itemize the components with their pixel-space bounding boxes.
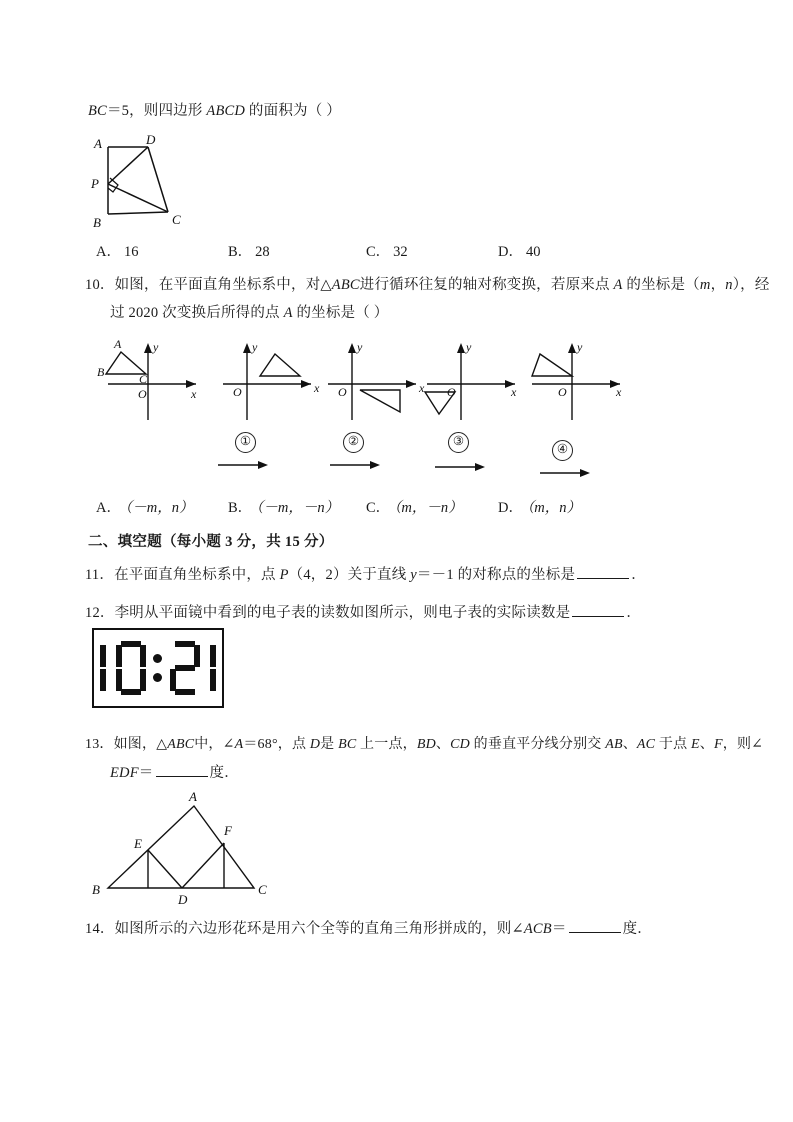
q10-arrow-2 [330, 458, 382, 472]
question-14: 14．如图所示的六边形花环是用六个全等的直角三角形拼成的，则∠ACB＝ 度． [85, 916, 652, 942]
q10-p0-label-O: O [138, 387, 147, 401]
q10-step-label-3: ③ [448, 432, 469, 453]
y-axis-arrow [243, 343, 251, 353]
q10-panel-0 [96, 332, 208, 424]
q9-stem-tail: 的面积为（ ） [245, 103, 341, 119]
q9-stem-abcd: ABCD [206, 103, 246, 119]
question-13-line1: 13．如图，△ABC中，∠A＝68°，点 D是 BC 上一点，BD、CD 的垂直平分线分别交 AB、AC 于点 E、F，则∠ [85, 737, 764, 752]
q9-label-B: B [93, 215, 101, 230]
q10-p4-label-x: x [616, 385, 622, 399]
q13-label-B: B [92, 882, 100, 897]
clock-colon [153, 641, 163, 695]
q10-triangle-1 [260, 354, 300, 376]
q10-triangle-4 [532, 354, 572, 376]
q10-arrow-4 [540, 466, 592, 480]
clock-display [94, 630, 222, 706]
q13-answer-blank[interactable] [156, 762, 208, 777]
q10-step-label-1: ① [235, 432, 256, 453]
q10-step-label-4: ④ [552, 440, 573, 461]
q10-number: 10． [85, 277, 115, 293]
y-axis-arrow [568, 343, 576, 353]
q10-option-d[interactable]: D． （m，n） [498, 500, 581, 516]
q10-p1-label-O: O [233, 385, 242, 399]
q9-stem-bc: BC [88, 103, 107, 119]
q10-p4-label-y: y [577, 340, 583, 354]
q10-panel-4 [530, 332, 642, 424]
q10-triangle-2 [360, 390, 400, 412]
clock-digit-1b [207, 641, 219, 695]
q13-figure [86, 788, 286, 906]
q11-number: 11． [85, 567, 115, 583]
clock-digit-1 [97, 641, 109, 695]
q9-stem-rest: ＝5，则四边形 [106, 103, 207, 119]
q10-option-a[interactable]: A． （－m，n） [96, 500, 194, 516]
q9-option-d[interactable]: D． 40 [498, 244, 541, 260]
question-12: 12．李明从平面镜中看到的电子表的读数如图所示，则电子表的实际读数是 ． [85, 600, 641, 626]
q10-arrow-3 [435, 460, 487, 474]
q9-option-c[interactable]: C． 32 [366, 244, 408, 260]
q10-p0-label-x: x [191, 387, 197, 401]
clock-digit-0 [116, 641, 146, 695]
q10-p0-label-B: B [97, 365, 105, 379]
q12-answer-blank[interactable] [572, 602, 624, 617]
q10-p3-label-O: O [447, 385, 456, 399]
q10-panel-1 [215, 332, 327, 424]
q13-label-A: A [189, 789, 197, 804]
y-axis-arrow [144, 343, 152, 353]
q10-p2-label-y: y [357, 340, 363, 354]
question-10-stem-line2: 过 2020 次变换后所得的点 A 的坐标是（ ） [110, 305, 389, 321]
q10-p4-label-O: O [558, 385, 567, 399]
question-13-line2: EDF＝ 度． [110, 760, 239, 786]
q12-digital-clock [92, 628, 224, 708]
q10-step-label-2: ② [343, 432, 364, 453]
q10-p3-label-y: y [466, 340, 472, 354]
q9-option-b[interactable]: B． 28 [228, 244, 270, 260]
q9-figure [88, 132, 278, 232]
q9-label-P: P [91, 176, 99, 191]
q9-option-a[interactable]: A． 16 [96, 244, 139, 260]
q10-p2-label-O: O [338, 385, 347, 399]
y-axis-arrow [457, 343, 465, 353]
question-10-stem-line1: 10．如图，在平面直角坐标系中，对△ABC进行循环往复的轴对称变换，若原来点 A 的坐标是（m，n），经 [85, 277, 770, 293]
q9-label-D: D [146, 132, 156, 147]
q9-label-C: C [172, 212, 181, 227]
q11-answer-blank[interactable] [577, 564, 629, 579]
q10-p1-label-x: x [314, 381, 320, 395]
q13-label-C: C [258, 882, 267, 897]
q13-label-E: E [134, 836, 142, 851]
question-9-stem [88, 98, 341, 124]
x-axis-arrow [406, 380, 416, 388]
q10-option-c[interactable]: C． （m，－n） [366, 500, 463, 516]
q13-label-F: F [224, 823, 232, 838]
q10-arrow-1 [218, 458, 270, 472]
q10-p0-label-C: C [139, 372, 148, 386]
q10-p2-label-x: x [419, 381, 425, 395]
clock-digit-2 [170, 641, 200, 695]
q10-p0-label-A: A [114, 337, 122, 351]
q13-label-D: D [178, 892, 188, 907]
q10-panel-2 [320, 332, 432, 424]
question-11: 11．在平面直角坐标系中，点 P（4，2）关于直线 y＝－1 的对称点的坐标是 ． [85, 562, 646, 588]
q14-answer-blank[interactable] [569, 918, 621, 933]
q10-option-b[interactable]: B． （－m，－n） [228, 500, 340, 516]
q9-label-A: A [94, 136, 102, 151]
y-axis-arrow [348, 343, 356, 353]
q13-number: 13． [85, 737, 114, 752]
q10-p0-label-y: y [153, 340, 159, 354]
q10-triangle-original [106, 352, 146, 374]
q10-p3-label-x: x [511, 385, 517, 399]
q10-panel-3 [425, 332, 537, 424]
q12-number: 12． [85, 605, 115, 621]
q10-p1-label-y: y [252, 340, 258, 354]
q14-number: 14． [85, 921, 115, 937]
section-2-heading: 二、填空题（每小题 3 分，共 15 分） [88, 534, 334, 550]
x-axis-arrow [301, 380, 311, 388]
